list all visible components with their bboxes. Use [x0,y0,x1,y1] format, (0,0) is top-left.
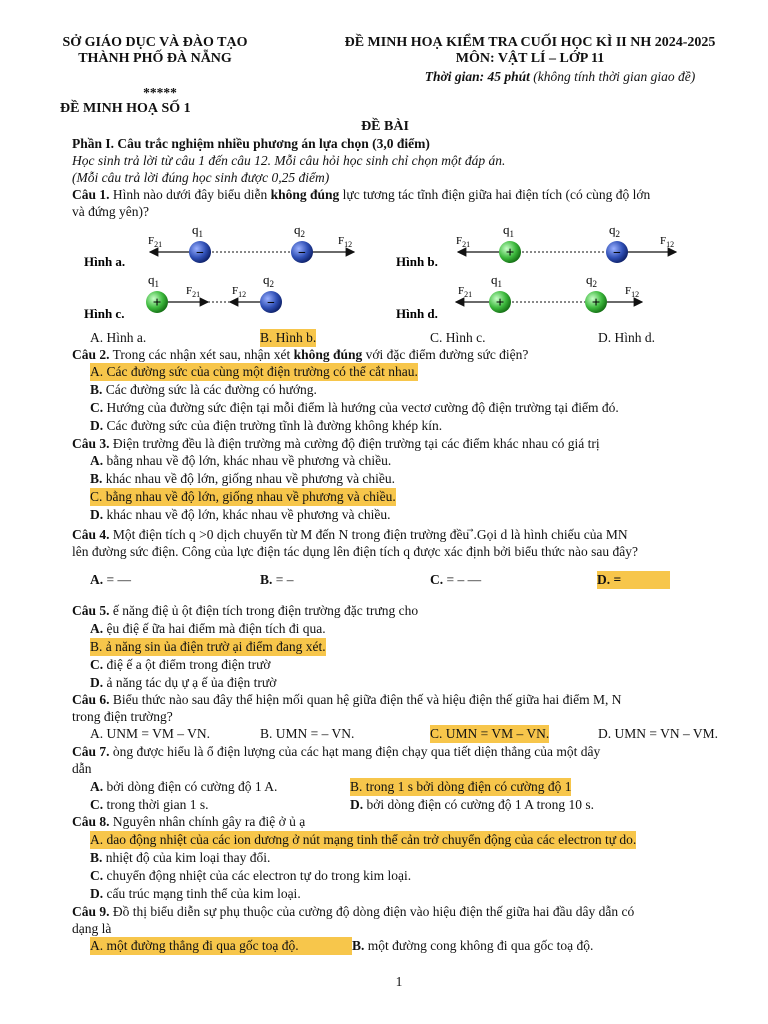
fig-c-sign-q1: + [152,295,162,311]
fig-a-sign-q2: − [298,246,306,261]
fig-c-sign-q2: − [267,296,275,311]
fig-d-f21-label: $F_{21}$ [458,285,473,299]
fig-d-q2-label: $q_2$ [586,272,597,289]
q8-opt-c[interactable]: C. chuyển động nhiệt của các electron tự do trong kim loại. [90,868,412,883]
page-number: 1 [395,974,403,989]
q5-opt-c[interactable]: C. điệ ế a ột điểm trong điện trườ [90,657,271,672]
q7-opt-a[interactable]: A. bởi dòng điện có cường độ 1 A. [90,779,278,794]
q1-opt-d[interactable]: D. Hình d. [598,330,655,345]
q2-opt-a[interactable]: A. Các đường sức của cùng một điện trường có thể cắt nhau. [90,364,418,379]
fig-a-label: Hình a. [84,254,126,269]
q7-opt-d[interactable]: D. bởi dòng điện có cường độ 1 A trong 10 s. [350,797,594,812]
q7-text-cont: dẫn [72,761,92,776]
q8-opt-d[interactable]: D. cấu trúc mạng tinh thể của kim loại. [90,886,301,901]
q3-opt-d[interactable]: D. khác nhau về độ lớn, khác nhau về phương và chiều. [90,507,391,522]
q2-text: Câu 2. Trong các nhận xét sau, nhận xét không đúng với đặc điểm đường sức điện? [72,347,529,362]
q3-text: Câu 3. Điện trường đều là điện trường mà cường độ điện trường tại các điểm khác nhau có giá trị [72,436,600,451]
fig-b-f21-label: $F_{21}$ [456,235,471,249]
q1-opt-a[interactable]: A. Hình a. [90,330,147,345]
q7-text: Câu 7. òng được hiểu là ổ điện lượng của các hạt mang điện chạy qua tiết diện thẳng của một dây [72,744,601,759]
q9-opt-a[interactable]: A. một đường thẳng đi qua gốc toạ độ. [90,937,352,955]
part1-title: Phần I. Câu trắc nghiệm nhiều phương án lựa chọn (3,0 điểm) [72,136,430,151]
q2-opt-d[interactable]: D. Các đường sức của điện trường tĩnh là đường không khép kín. [90,418,443,433]
q9-opt-b[interactable]: B. một đường cong không đi qua gốc toạ độ. [352,938,594,953]
de-bai-title: ĐỀ BÀI [361,119,409,134]
exam-number: ĐỀ MINH HOẠ SỐ 1 [60,101,191,116]
q2-opt-c[interactable]: C. Hướng của đường sức điện tại mỗi điểm là hướng của vectơ cường độ điện trường tại điểm đó. [90,400,619,415]
q1-opt-c[interactable]: C. Hình c. [430,330,486,345]
fig-b-sign-q1: + [505,245,515,261]
q5-opt-b[interactable]: B. ả năng sin ủa điện trườ ại điểm đang xét. [90,639,326,654]
header-left-line2: THÀNH PHỐ ĐÀ NẴNG [78,51,232,66]
q4-opt-c[interactable]: C. = – — [430,572,482,587]
q7-opt-c[interactable]: C. trong thời gian 1 s. [90,797,209,812]
q5-text: Câu 5. ế năng điệ ủ ột điện tích trong điện trường đặc trưng cho [72,603,419,618]
fig-b-q2-label: $q_2$ [609,222,620,239]
header-right-line1: ĐỀ MINH HOẠ KIỂM TRA CUỐI HỌC KÌ II NH 2024-2025 [344,35,716,50]
fig-a-q2-label: $q_2$ [294,222,305,239]
fig-d-q1-label: $q_1$ [491,272,502,289]
q4-text: Câu 4. Một điện tích q >0 dịch chuyển từ M đến N trong điện trường đều .Gọi d là hình chiếu của MN [72,527,628,542]
q4-text-cont: lên đường sức điện. Công của lực điện tác dụng lên điện tích q được xác định bởi biểu thức nào sau đây? [72,544,638,559]
q2-opt-b[interactable]: B. Các đường sức là các đường có hướng. [90,382,317,397]
header-left-line1: SỞ GIÁO DỤC VÀ ĐÀO TẠO [62,35,248,50]
fig-d-sign-q1: + [495,295,505,311]
q1-figures [80,222,700,330]
fig-c-q1-label: $q_1$ [148,272,159,289]
q6-opt-c[interactable]: C. UMN = VM – VN. [430,726,550,741]
fig-d-f12-label: $F_{12}$ [625,285,640,299]
fig-a-q1-label: $q_1$ [192,222,203,239]
fig-d-label: Hình d. [396,306,438,321]
exam-time: Thời gian: 45 phút (không tính thời gian giao đề) [424,69,696,84]
q8-opt-a[interactable]: A. dao động nhiệt của các ion dương ở nút mạng tinh thể cản trở chuyển động của các electron tự do. [90,832,637,847]
fig-a-sign-q1: − [196,246,204,261]
fig-c-q2-label: $q_2$ [263,272,274,289]
q6-text-cont: trong điện trường? [72,709,173,724]
q3-opt-c[interactable]: C. bằng nhau về độ lớn, giống nhau về phương và chiều. [90,489,396,504]
fig-a-f21-label: $F_{21}$ [148,235,163,249]
q6-opt-a[interactable]: A. UNM = VM – VN. [90,726,211,741]
part1-note2: (Mỗi câu trả lời đúng học sinh được 0,25 điểm) [72,170,330,185]
q8-opt-b[interactable]: B. nhiệt độ của kim loại thay đổi. [90,850,271,865]
stars-divider: ***** [143,85,177,100]
fig-d-sign-q2: + [591,295,601,311]
q1-opt-b[interactable]: B. Hình b. [260,330,317,345]
fig-b-q1-label: $q_1$ [503,222,514,239]
fig-c-label: Hình c. [84,306,125,321]
q6-opt-b[interactable]: B. UMN = – VN. [260,726,355,741]
q4-opt-a[interactable]: A. = — [90,572,131,587]
q6-opt-d[interactable]: D. UMN = VN – VM. [598,726,719,741]
fig-b-f12-label: $F_{12}$ [660,235,675,249]
q6-text: Câu 6. Biểu thức nào sau đây thể hiện mối quan hệ giữa điện thế và hiệu điện thế giữa hai điểm M, N [72,692,622,707]
part1-note1: Học sinh trả lời từ câu 1 đến câu 12. Mỗi câu hỏi học sinh chỉ chọn một đáp án. [72,153,506,168]
q4-opt-d[interactable]: D. = [597,571,670,589]
q1-text-cont: và đứng yên)? [72,204,150,219]
fig-a-f12-label: $F_{12}$ [338,235,353,249]
header-right-line2: MÔN: VẬT LÍ – LỚP 11 [455,51,605,66]
fig-b-label: Hình b. [396,254,438,269]
q5-opt-a[interactable]: A. ệu điệ ế ữa hai điểm mà điện tích đi qua. [90,621,326,636]
fig-b-sign-q2: − [613,246,621,261]
q4-opt-b[interactable]: B. = – [260,572,294,587]
q7-opt-b[interactable]: B. trong 1 s bởi dòng điện có cường độ 1 [350,779,572,794]
q9-text-cont: dạng là [72,921,112,936]
fig-c-f21-label: $F_{21}$ [186,285,201,299]
q3-opt-a[interactable]: A. bằng nhau về độ lớn, khác nhau về phương và chiều. [90,453,392,468]
q5-opt-d[interactable]: D. ả năng tác dụ ự ạ ế ủa điện trườ [90,675,277,690]
q1-text: Câu 1. Hình nào dưới đây biểu diễn không đúng lực tương tác tĩnh điện giữa hai điện tích (có cùng độ lớn [72,187,651,202]
q3-opt-b[interactable]: B. khác nhau về độ lớn, giống nhau về phương và chiều. [90,471,396,486]
q9-text: Câu 9. Đồ thị biểu diễn sự phụ thuộc của cường độ dòng điện vào hiệu điện thế giữa hai đầu dây dẫn có [72,904,635,919]
fig-c-f12-label: $F_{12}$ [232,285,247,299]
q8-text: Câu 8. Nguyên nhân chính gây ra điệ ở ủ ạ [72,814,306,829]
